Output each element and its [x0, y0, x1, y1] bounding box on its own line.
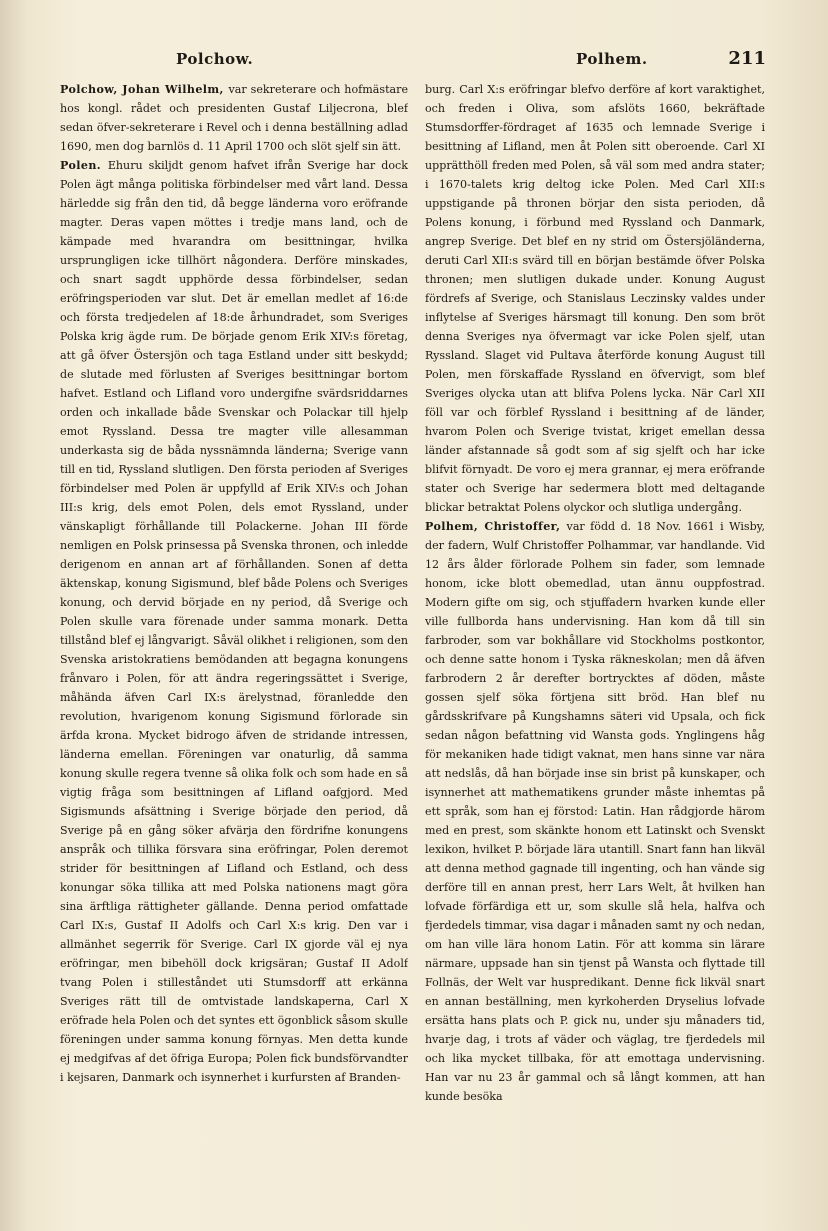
entry-polchow-text: var sekreterare och hofmästare hos kongl. rådet och presidenten Gustaf Liljecrona, blef sedan öfver-sekreterare i Revel och i denna beställning adlad 1690, men dog barnlös d. 11 April 1700 och slöt sjelf sin ätt.	[60, 83, 408, 153]
entry-polhem	[425, 517, 765, 1106]
header-right-word: Polhem.	[576, 50, 648, 68]
page-number: 211	[728, 48, 766, 69]
entry-polhem-text: var född d. 18 Nov. 1661 i Wisby, der fadern, Wulf Christoffer Polhammar, var handlande. Vid 12 års ålder förlorade Polhem sin fader, som lemnade honom, icke blott obemedlad, utan ännu ouppfostrad. Modern gifte om sig, och stjuffadern hvarken kunde eller ville fullborda hans undervisning. Han kom då till sin farbroder, som var bokhållare vid Stockholms postkontor, och denne satte honom i Tyska räkneskolan; men då äfven farbrodern 2 år derefter bortrycktes af döden, måste gossen sjelf söka förtjena sitt bröd. Han blef nu gårdsskrifvare på Kungshamns säteri vid Upsala, och fick sedan någon befattning vid Wansta gods. Ynglingens håg för mekaniken hade tidigt vaknat, men hans sinne var nära att nedslås, då han började inse sin brist på kunskaper, och isynnerhet att mathematikens grunder måste inhemtas på ett språk, som han ej förstod: Latin. Han rådgjorde härom med en prest, som skänkte honom ett Latinskt och Svenskt lexikon, hvilket P. började lära utantill. Snart fann han likväl att denna method gagnade till ingenting, och han vände sig derföre till en annan prest, herr Lars Welt, åt hvilken han lofvade förfärdiga ett ur, som skulle slå hela, halfva och fjerdedels timmar, visa dagar i månaden samt ny och nedan, om han ville lära honom Latin. För att komma sin lärare närmare, uppsade han sin tjenst på Wansta och flyttade till Follnäs, der Welt var huspredikant. Denne fick likväl snart en annan beställning, men kyrkoherden Dryselius lofvade ersätta hans plats och P. gick nu, under sju månaders tid, hvarje dag, i trots af väder och väglag, tre fjerdedels mil och lika mycket tillbaka, för att emottaga undervisning. Han var nu 23 år gammal och så långt kommen, att han kunde besöka	[425, 520, 765, 1103]
entry-polchow-head: Polchow, Johan Wilhelm,	[60, 83, 229, 96]
right-column	[425, 80, 765, 1205]
entry-polhem-head: Polhem, Christoffer,	[425, 520, 567, 533]
entry-polen-continuation	[425, 80, 765, 517]
entry-polen-text: Ehuru skiljdt genom hafvet ifrån Sverige har dock Polen ägt många politiska förbindelser med vårt land. Dessa härledde sig från den tid, då begge länderna voro eröfrande magter. Deras vapen möttes i tredje mans land, och de kämpade med hvarandra om besittningar, hvilka ursprungligen icke tillhört någondera. Derföre minskades, och snart sagdt upphörde dessa förbindelser, sedan eröfringsperioden var slut. Det är emellan medlet af 16:de och första tredjedelen af 18:de århundradet, som Sveriges Polska krig ägde rum. De började genom Erik XIV:s företag, att gå öfver Östersjön och taga Estland under sitt beskydd; de slutade med förlusten af Sveriges besittningar bortom hafvet. Estland och Lifland voro undergifne svärdsriddarnes orden och inkallade både Svenskar och Polackar till hjelp emot Ryssland. Dessa tre magter ville allesamman underkasta sig de båda nyssnämnda länderna; Sverige vann till en tid, Ryssland slutligen. Den första perioden af Sveriges förbindelser med Polen är uppfylld af Erik XIV:s och Johan III:s krig, dels emot Polen, dels emot Ryssland, under vänskapligt förhållande till Polackerne. Johan III förde nemligen en Polsk prinsessa på Svenska thronen, och inledde derigenom en annan art af förhållanden. Sonen af detta äktenskap, konung Sigismund, blef både Polens och Sveriges konung, och dervid började en ny period, då Sverige och Polen skulle vara förenade under samma monark. Detta tillstånd blef ej långvarigt. Såväl olikhet i religionen, som den Svenska aristokratiens bemödanden att begagna konungens frånvaro i Polen, för att ändra regeringssättet i Sverige, måhända äfven Carl IX:s ärelystnad, föranledde den revolution, hvarigenom konung Sigismund förlorade sin ärfda krona. Mycket bidrogo äfven de stridande intressen, länderna emellan. Föreningen var onaturlig, då samma konung skulle regera tvenne så olika folk och som hade en så vigtig fråga som besittningen af Lifland oafgjord. Med Sigismunds afsättning i Sverige började den period, då Sverige på en gång söker afvärja den fördrifne konungens anspråk och tillika försvara sina eröfringar, Polen deremot strider för besittningen af Lifland och Estland, och dess konungar söka tillika att med Polska nationens magt göra sina ärftliga rättigheter gällande. Denna period omfattade Carl IX:s, Gustaf II Adolfs och Carl X:s krig. Den var i allmänhet segerrik för Sverige. Carl IX gjorde väl ej nya eröfringar, men bibehöll dock krigsäran; Gustaf II Adolf tvang Polen i stilleståndet uti Stumsdorff att erkänna Sveriges rätt till de omtvistade landskaperna, Carl X eröfrade hela Polen och det syntes ett ögonblick såsom skulle föreningen under samma konung förnyas. Men detta kunde ej medgifvas af det öfriga Europa; Polen fick bundsförvandter i kejsaren, Danmark och isynnerhet i kurfursten af Branden-	[60, 159, 408, 1084]
entry-polen	[60, 156, 408, 1087]
entry-polchow	[60, 80, 408, 156]
entry-polen-continuation-text: burg. Carl X:s eröfringar blefvo derföre af kort varaktighet, och freden i Oliva, som afslöts 1660, bekräftade Stumsdorffer-fördraget af 1635 och lemnade Sverige i besittning af Lifland, men åt Polen sitt oberoende. Carl XI upprätthöll freden med Polen, så väl som med andra stater; i 1670-talets krig deltog icke Polen. Med Carl XII:s uppstigande på thronen börjar den sista perioden, då Polens konung, i förbund med Ryssland och Danmark, angrep Sverige. Det blef en ny strid om Östersjöländerna, deruti Carl XII:s svärd till en början bestämde öfver Polska thronen; men slutligen dukade under. Konung August fördrefs af Sverige, och Stanislaus Leczinsky valdes under inflytelse af Sveriges härsmagt till konung. Den som bröt denna Sveriges nya öfvermagt var icke Polen sjelf, utan Ryssland. Slaget vid Pultava återförde konung August till Polen, men förskaffade Ryssland en öfvervigt, som blef Sveriges olycka utan att blifva Polens lycka. När Carl XII föll var och förblef Ryssland i besittning af de länder, hvarom Polen och Sverige tvistat, kriget emellan dessa länder afstannade så godt som af sig sjelft och har icke blifvit förnyadt. De voro ej mera grannar, ej mera eröfrande stater och Sverige har sedermera blott med deltagande blickar betraktat Polens olyckor och slutliga undergång.	[425, 83, 765, 514]
running-header	[48, 44, 788, 74]
header-left-word: Polchow.	[176, 50, 254, 68]
entry-polen-head: Polen.	[60, 159, 108, 172]
left-column	[60, 80, 408, 1205]
